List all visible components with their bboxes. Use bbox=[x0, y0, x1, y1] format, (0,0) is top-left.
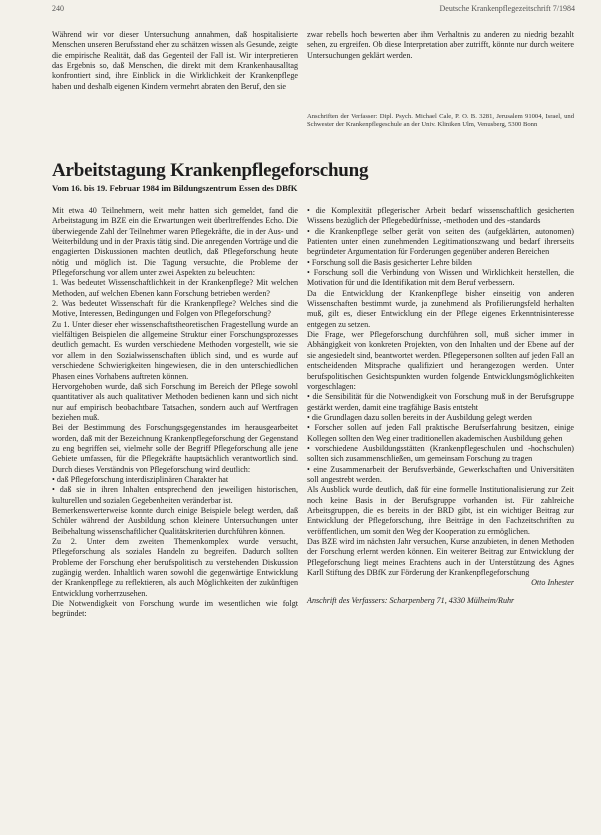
right-column-paragraphs bbox=[307, 206, 574, 578]
paragraph: Die Frage, wer Pflegeforschung durchführen soll, muß sicher immer in Abhängigkeit von konkreten Projekten, von den Inhalten und der Ebene auf der sie angesiedelt sind, beantwortet werden. Pflegepersonen sollten auf jeden Fall an entscheidenden Mitsprache qualifiziert und herangezogen werden. Unter berufspolitischen Gesichtspunkten wurden folgende Entwicklungsmöglichkeiten vorgeschlagen: bbox=[307, 330, 574, 391]
previous-article-text-right: zwar rebells hoch bewerten aber ihm Verhaltnis zu anderen zu niedrig bezahlt sehen, zu ergreifen. Ob diese Interpretation aber zutrifft, könnte nur durch weitere Untersuchungen geklärt werden. bbox=[307, 30, 574, 60]
article-subtitle: Vom 16. bis 19. Februar 1984 im Bildungszentrum Essen des DBfK bbox=[52, 183, 298, 193]
previous-article-left-column bbox=[52, 30, 298, 92]
bullet-item: • eine Zusammenarbeit der Berufsverbände, Gewerkschaften und Universitäten soll angestrebt werden. bbox=[307, 465, 574, 486]
author-signature: Otto Inhester bbox=[531, 578, 574, 588]
paragraph: Das BZE wird im nächsten Jahr versuchen, Kurse anzubieten, in denen Methoden der Forschung erlernt werden können. Ein weiterer Beitrag zur Entwicklung der Pflegeforschung liegt meines Erachtens auch in der Unterstützung des Agnes Karll Stiftung des DBfK zur Förderung der Krankenpflegeforschung bbox=[307, 537, 574, 578]
paragraph: 2. Was bedeutet Wissenschaft für die Krankenpflege? Welches sind die Motive, Interessen, Bedingungen und Folgen von Pflegeforschung? bbox=[52, 299, 298, 319]
journal-title: Deutsche Krankenpflegezeitschrift 7/1984 bbox=[439, 4, 575, 13]
paragraph: Da die Entwicklung der Krankenpflege bisher einseitig von anderen Wissenschaften bestimmt wurde, ja zunehmend als Profilierungsfeld herhalten muß, gilt es, dieser Entwicklung ein der Pflege eigenes Erkenntnisinteresse entgegen zu setzen. bbox=[307, 288, 574, 329]
author-address: Anschrift des Verfassers: Scharpenberg 71, 4330 Mülheim/Ruhr bbox=[307, 595, 515, 605]
bullet-item: • Forscher sollen auf jeden Fall praktische Berufserfahrung besitzen, einige Kollegen sollten den Weg einer traditionellen akademischen Ausbildung gehen bbox=[307, 423, 574, 444]
paragraph: 1. Was bedeutet Wissenschaftlichkeit in der Krankenpflege? Mit welchen Methoden, auf welchen Ebenen kann Forschung betrieben werden? bbox=[52, 278, 298, 298]
previous-article-text-left: Während wir vor dieser Untersuchung annahmen, daß hospitalisierte Menschen unseren Berufsstand eher zu schätzen wissen als Gesunde, zeigte die empirische Realität, daß das Gegenteil der Fall ist. Wir interpretieren das Ergebnis so, daß Menschen, die direkt mit dem Krankenhausalltag konfrontiert sind, ihre Einblick in die Wirklichkeit der Krankenpflege haben und deshalb eigenen Kindern vermehrt abraten den Beruf, den sie bbox=[52, 30, 298, 91]
article-right-column bbox=[307, 206, 574, 606]
running-header bbox=[52, 4, 575, 16]
bullet-item: • Forschung soll die Verbindung von Wissen und Wirklichkeit herstellen, die Motivation für und die Identifikation mit dem Beruf verbessern. bbox=[307, 268, 574, 289]
paragraph: Zu 2. Unter dem zweiten Themenkomplex wurde versucht, Pflegeforschung als soziales Handeln zu begreifen. Dadurch sollten Probleme der Forschung eher berufspolitisch zu verstehenden Diskussion zugängig werden. Inhaltlich waren sowohl die gegenwärtige Entwicklung der Krankenpflege zu reflektieren, als auch Möglichkeiten der zukünftigen Entwicklung vorherrzusehen. bbox=[52, 537, 298, 598]
bullet-item: • die Krankenpflege selber gerät von seiten des (aufgeklärten, autonomen) Patienten unter einen zunehmenden Legitimationszwang und bedarf ihrerseits begründeter Argumentation für Forderungen gegenüber anderen Bereichen bbox=[307, 227, 574, 258]
paragraph: Zu 1. Unter dieser eher wissenschaftstheoretischen Fragestellung wurde an vielfältigen Beispielen die allgemeine Struktur einer Forschungsprozesses deutlich gemacht. Es wurden verschiedene Methoden vorgestellt, wie sie vor allem in den Sozialwissenschaften üblich sind, und es wurde auf verschiedene Schwierigkeiten hingewiesen, die in den unterschiedlichen Phasen eines Vorhabens auftreten können. bbox=[52, 319, 298, 381]
bullet-item: • daß Pflegeforschung interdisziplinären Charakter hat bbox=[52, 475, 298, 485]
bullet-item: • Forschung soll die Basis gesicherter Lehre bilden bbox=[307, 258, 574, 268]
bullet-item: • daß sie in ihren Inhalten entsprechend den jeweiligen historischen, kulturellen und sozialen Gegebenheiten veränderbar ist. bbox=[52, 485, 298, 506]
bullet-item: • die Sensibilität für die Notwendigkeit von Forschung muß in der Berufsgruppe gestärkt werden, damit eine tragfähige Basis entsteht bbox=[307, 392, 574, 413]
bullet-item: • die Komplexität pflegerischer Arbeit bedarf wissenschaftlich gesicherten Wissens bezüglich der Pflegebedürfnisse, -methoden und des -standards bbox=[307, 206, 574, 227]
article-title: Arbeitstagung Krankenpflegeforschung bbox=[52, 160, 369, 181]
paragraph: Als Ausblick wurde deutlich, daß für eine formelle Institutionalisierung zur Zeit noch keine Basis in der Berufsgruppe vorhanden ist. Für zahlreiche Arbeitsgruppen, die es bereits in der BRD gibt, ist ein wichtiger Beitrag zur Entwicklung der Pflegeforschung, ihre Beiträge in den Fachzeitschriften zu veröffentlichen, um somit den Weg der Kooperation zu ermöglichen. bbox=[307, 485, 574, 536]
paragraph: Hervorgehoben wurde, daß sich Forschung im Bereich der Pflege sowohl quantitativer als auch qualitativer Methoden bedienen kann und sich nicht nur auf empirisch beobachtbare Tatsachen, sondern auch auf Wertfragen beziehen muß. bbox=[52, 381, 298, 422]
bullet-item: • die Grundlagen dazu sollen bereits in der Ausbildung gelegt werden bbox=[307, 413, 574, 423]
paragraph: Bei der Bestimmung des Forschungsgegenstandes im herausgearbeitet worden, daß mit der Bezeichnung Krankenpflegeforschung der Gegenstand zu eng begriffen sei, vielmehr solle der Begriff Pflegeforschung alle jene Gebiete umfassen, für die Pflegekräfte hauptsächlich verantwortlich sind. Durch dieses Verständnis von Pflegeforschung wird deutlich: bbox=[52, 423, 298, 474]
article-left-column bbox=[52, 206, 298, 620]
paragraph: Mit etwa 40 Teilnehmern, weit mehr hatten sich gemeldet, fand die Arbeitstagung im BZE ein die Erwartungen weit überltreffendes Echo. Die überwiegende Zahl der Teilnehmer waren Pflegekräfte, die in der Aus- und Weiterbildung und in der Praxis tätig sind. Die anregenden Vorträge und die engagierten Diskussionen machten deutlich, daß Pflegeforschung heute nötig und möglich ist. Die Tagung versuchte, die Probleme der Pflegeforschung vor allem unter zwei Aspekten zu beleuchten: bbox=[52, 206, 298, 278]
page-number: 240 bbox=[52, 4, 64, 13]
previous-article-author-address: Anschriften der Verfasser: Dipl. Psych. Michael Cale, P. O. B. 3281, Jerusalem 91004, Israel, und Schwester der Krankenpflegeschule an der Univ. Kliniken Ulm, Venusberg, 5300 Bonn bbox=[307, 113, 574, 129]
bullet-item: • vorschiedene Ausbildungsstätten (Krankenpflegeschulen und -hochschulen) sollten sich zusammenschließen, um gemeinsam Forschung zu tragen bbox=[307, 444, 574, 465]
paragraph: Bemerkenswerterweise konnte durch einige Beispiele belegt werden, daß Schüler während der Ausbildung schon kleinere Untersuchungen unter Beibehaltung wissenschaftlicher Qualitätskriterien durchführen können. bbox=[52, 505, 298, 536]
previous-article-right-column bbox=[307, 30, 574, 61]
paragraph: Die Notwendigkeit von Forschung wurde im wesentlichen wie folgt begründet: bbox=[52, 599, 298, 619]
